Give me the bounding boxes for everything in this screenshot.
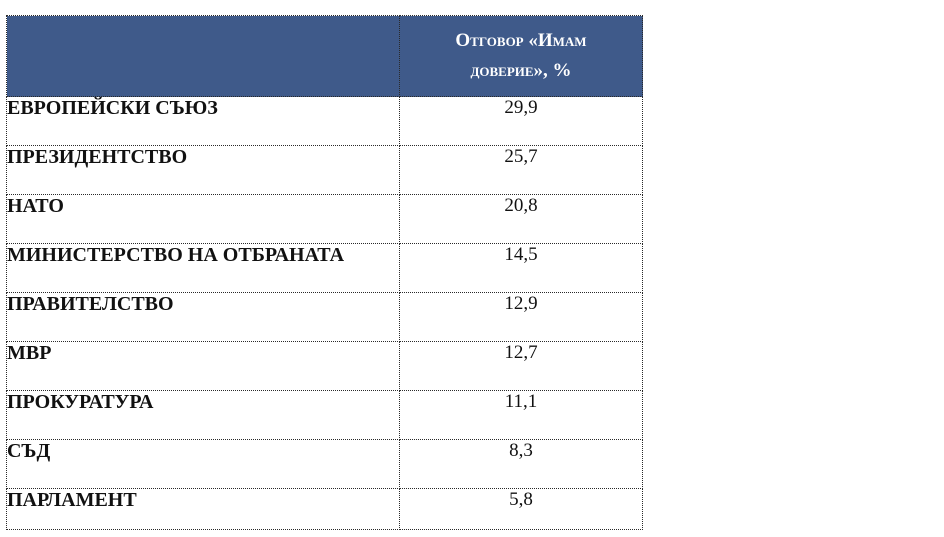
table-header-row (7, 16, 643, 97)
header-name-cell (7, 16, 400, 97)
row-name: ПАРЛАМЕНТ (7, 489, 400, 530)
header-value-line2: доверие», % (470, 60, 572, 81)
header-value-line1: Отговор «Имам (455, 30, 587, 51)
table-row (7, 244, 643, 293)
table-row (7, 293, 643, 342)
row-name: ПРЕЗИДЕНТСТВО (7, 146, 400, 195)
row-name: ПРАВИТЕЛСТВО (7, 293, 400, 342)
row-value: 25,7 (400, 146, 643, 195)
header-value-cell (400, 16, 643, 97)
row-value: 8,3 (400, 440, 643, 489)
row-value: 12,7 (400, 342, 643, 391)
row-name: МИНИСТЕРСТВО НА ОТБРАНАТА (7, 244, 400, 293)
table-row (7, 440, 643, 489)
row-value: 20,8 (400, 195, 643, 244)
row-name: СЪД (7, 440, 400, 489)
table-row (7, 146, 643, 195)
row-name: ЕВРОПЕЙСКИ СЪЮЗ (7, 97, 400, 146)
table-row (7, 195, 643, 244)
row-value: 11,1 (400, 391, 643, 440)
table-row (7, 489, 643, 530)
row-value: 5,8 (400, 489, 643, 530)
row-value: 14,5 (400, 244, 643, 293)
row-name: МВР (7, 342, 400, 391)
trust-table (6, 15, 643, 530)
table-row (7, 391, 643, 440)
table-row (7, 342, 643, 391)
row-value: 12,9 (400, 293, 643, 342)
row-value: 29,9 (400, 97, 643, 146)
table-row (7, 97, 643, 146)
row-name: НАТО (7, 195, 400, 244)
row-name: ПРОКУРАТУРА (7, 391, 400, 440)
